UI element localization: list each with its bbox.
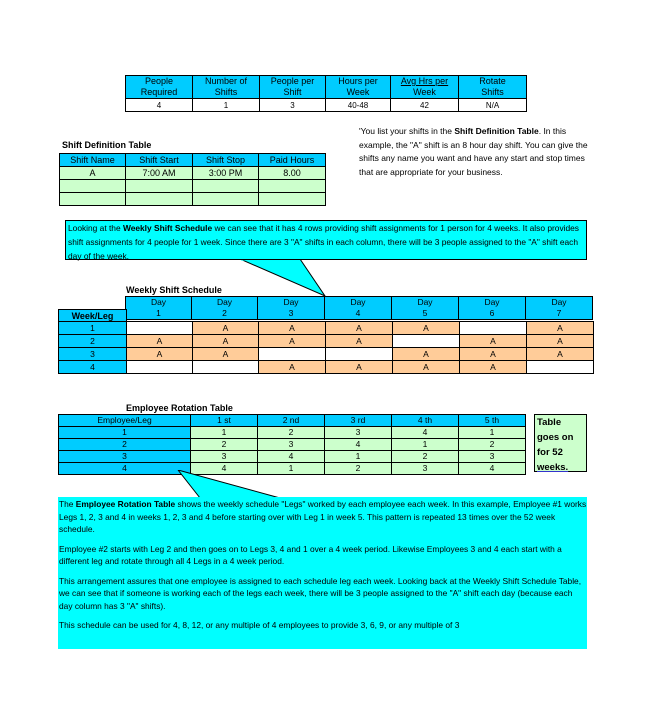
summary-value-row [126, 99, 527, 112]
shift-cell[interactable]: A [393, 361, 460, 374]
day-header: Day 7 [526, 297, 593, 320]
rotation-cell[interactable]: 3 [459, 451, 526, 463]
shift-def-header-cell: Paid Hours [259, 154, 326, 167]
callout-bold: Weekly Shift Schedule [122, 223, 213, 233]
rotation-cell[interactable]: 2 [191, 439, 258, 451]
shift-definition-title: Shift Definition Table [62, 140, 152, 150]
rotation-header-cell: 3 rd [325, 415, 392, 427]
rotation-cell[interactable]: 1 [258, 463, 325, 475]
summary-value-cell[interactable]: 4 [126, 99, 193, 112]
shift-def-cell[interactable] [259, 193, 326, 206]
shift-cell[interactable]: A [393, 348, 460, 361]
summary-header-cell: Hours per Week [326, 76, 391, 99]
rotation-header-cell: 1 st [191, 415, 258, 427]
rotation-body [59, 427, 526, 475]
day-header: Day 3 [258, 297, 325, 320]
weekly-row [59, 322, 594, 335]
shift-cell[interactable]: A [326, 322, 393, 335]
rotation-cell[interactable]: 3 [392, 463, 459, 475]
shift-def-cell[interactable]: 7:00 AM [126, 167, 193, 180]
rotation-cell[interactable]: 4 [325, 439, 392, 451]
leg-cell: 2 [59, 335, 127, 348]
employee-cell: 3 [59, 451, 191, 463]
callout-pointer [240, 259, 330, 299]
day-header: Day 5 [392, 297, 459, 320]
rotation-note [534, 414, 587, 472]
shift-def-header-row [60, 154, 326, 167]
weekly-row [59, 335, 594, 348]
shift-def-row [60, 167, 326, 180]
day-header: Day 2 [192, 297, 258, 320]
shift-cell[interactable]: A [259, 361, 326, 374]
rotation-row [59, 427, 526, 439]
rotation-cell[interactable]: 3 [325, 427, 392, 439]
rotation-cell[interactable]: 1 [459, 427, 526, 439]
callout-paragraph: This schedule can be used for 4, 8, 12, or any multiple of 4 employees to provide 3, 6, 9, or any multiple of 3 [59, 620, 460, 630]
shift-cell[interactable]: A [259, 322, 326, 335]
rotation-cell[interactable]: 2 [258, 427, 325, 439]
shift-def-cell[interactable] [126, 180, 193, 193]
shift-definition-table [59, 153, 326, 206]
shift-cell[interactable] [460, 322, 527, 335]
day-header: Day 1 [126, 297, 192, 320]
rotation-callout [58, 497, 587, 649]
shift-cell[interactable] [527, 361, 594, 374]
callout-pointer [170, 470, 290, 500]
shift-cell[interactable]: A [259, 335, 326, 348]
shift-cell[interactable] [326, 348, 393, 361]
rotation-row [59, 463, 526, 475]
shift-def-cell[interactable]: 3:00 PM [193, 167, 259, 180]
day-header: Day 6 [459, 297, 526, 320]
rotation-row [59, 451, 526, 463]
shift-def-cell[interactable] [60, 180, 126, 193]
callout-paragraph: The Employee Rotation Table shows the weekly schedule "Legs" worked by each employee each week. In this example, Employee #1 works Legs 1, 2, 3 and 4 in weeks 1, 2, 3 and 4 before starting over with Leg 1 in week 5. This pattern is repeated 13 times over the 52 week schedule. [59, 499, 587, 534]
shift-cell[interactable]: A [193, 322, 259, 335]
note-line: Table [537, 417, 562, 428]
shift-def-cell[interactable]: A [60, 167, 126, 180]
leg-cell: 3 [59, 348, 127, 361]
weekly-row [59, 348, 594, 361]
shift-cell[interactable]: A [127, 348, 193, 361]
leg-cell: 4 [59, 361, 127, 374]
shift-cell[interactable] [393, 335, 460, 348]
callout-text: we can see that it has 4 rows providing shift assignments for 1 person for 4 weeks. It also provides shift assignments for 4 people for 1 week. Since there are 3 "A" shifts in each column, there will be 3 people assigned to the "A" shift each day of the week. [68, 223, 579, 261]
week-leg-header: Week/Leg [59, 310, 127, 323]
callout-text: Looking at the [68, 223, 123, 233]
rotation-cell[interactable]: 4 [392, 427, 459, 439]
shift-cell[interactable] [127, 361, 193, 374]
shift-definition-notes: 'You list your shifts in the Shift Definition Table. In this example, the "A" shift is an 8 hour day shift. You can give the shifts any name you want and have any start and stop times that are appropriate for your business. [359, 126, 588, 177]
callout-paragraph: This arrangement assures that one employee is assigned to each schedule leg each week. Looking back at the Weekly Shift Schedule Table, we can see that if someone is working each of the legs each week, there will be 3 people assigned to the "A" shift each day (because each day column has 3 "A" shifts). [59, 575, 582, 611]
employee-rotation-table [58, 414, 526, 475]
shift-cell[interactable]: A [460, 361, 527, 374]
rotation-cell[interactable]: 3 [258, 439, 325, 451]
summary-header-cell: People per Shift [260, 76, 326, 99]
summary-value-cell[interactable]: N/A [459, 99, 527, 112]
shift-cell[interactable]: A [193, 335, 259, 348]
shift-cell[interactable] [127, 322, 193, 335]
shift-cell[interactable] [259, 348, 326, 361]
summary-value-cell[interactable]: 42 [391, 99, 459, 112]
shift-def-header-cell: Shift Start [126, 154, 193, 167]
rotation-cell[interactable]: 3 [191, 451, 258, 463]
shift-def-empty-row [60, 193, 326, 206]
rotation-cell[interactable]: 2 [392, 451, 459, 463]
rotation-header-cell: 4 th [392, 415, 459, 427]
notes-text: You list your shifts in the [360, 126, 455, 136]
shift-def-cell[interactable] [60, 193, 126, 206]
rotation-cell[interactable]: 1 [392, 439, 459, 451]
shift-cell[interactable]: A [527, 322, 594, 335]
note-line: for 52 [537, 447, 563, 458]
summary-value-cell[interactable]: 1 [193, 99, 260, 112]
shift-def-header-cell: Shift Stop [193, 154, 259, 167]
summary-header-cell: Rotate Shifts [459, 76, 527, 99]
rotation-cell[interactable]: 4 [191, 463, 258, 475]
summary-header-cell: Number of Shifts [193, 76, 260, 99]
rotation-table-title: Employee Rotation Table [126, 403, 233, 413]
note-line: goes on [537, 432, 574, 443]
rotation-cell[interactable]: 1 [325, 451, 392, 463]
shift-cell[interactable]: A [527, 335, 594, 348]
weekly-grid [58, 321, 594, 374]
day-header: Day 4 [325, 297, 392, 320]
summary-value-cell[interactable]: 3 [260, 99, 326, 112]
employee-cell: 1 [59, 427, 191, 439]
shift-cell[interactable]: A [460, 348, 527, 361]
shift-cell[interactable]: A [460, 335, 527, 348]
shift-cell[interactable]: A [326, 335, 393, 348]
shift-cell[interactable]: A [127, 335, 193, 348]
summary-header-cell: Avg Hrs per Week [391, 76, 459, 99]
weekly-row [59, 361, 594, 374]
rotation-cell[interactable]: 2 [325, 463, 392, 475]
rotation-cell[interactable]: 1 [191, 427, 258, 439]
rotation-cell[interactable]: 4 [258, 451, 325, 463]
callout-paragraph: Employee #2 starts with Leg 2 and then goes on to Legs 3, 4 and 1 over a 4 week period. Likewise Employees 3 and 4 each start with a different leg and rotate through all 4 Legs in a 4 week period. [59, 543, 562, 566]
shift-def-cell[interactable] [193, 180, 259, 193]
summary-header-row [126, 76, 527, 99]
note-line: weeks. [537, 462, 569, 473]
rotation-cell[interactable]: 2 [459, 439, 526, 451]
shift-cell[interactable]: A [193, 348, 259, 361]
shift-cell[interactable] [193, 361, 259, 374]
employee-cell: 4 [59, 463, 191, 475]
weekly-schedule-callout [65, 220, 587, 260]
summary-value-cell[interactable]: 40-48 [326, 99, 391, 112]
shift-def-cell[interactable] [259, 180, 326, 193]
notes-text: . In this example, the "A" shift is an 8 hour day shift. You can give the shifts any name you want and have any start and stop times that are appropriate for your business. [359, 126, 588, 177]
rotation-header-cell: 2 nd [258, 415, 325, 427]
rotation-header-row [59, 415, 526, 427]
leg-cell: 1 [59, 322, 127, 335]
summary-header-cell: People Required [126, 76, 193, 99]
employee-cell: 2 [59, 439, 191, 451]
weekly-schedule-title: Weekly Shift Schedule [126, 285, 222, 295]
rotation-header-cell: Employee/Leg [59, 415, 191, 427]
shift-cell[interactable]: A [393, 322, 460, 335]
shift-def-empty-row [60, 180, 326, 193]
shift-def-cell[interactable] [126, 193, 193, 206]
rotation-header-cell: 5 th [459, 415, 526, 427]
shift-cell[interactable]: A [326, 361, 393, 374]
summary-table [125, 75, 527, 112]
rotation-row [59, 439, 526, 451]
shift-cell[interactable]: A [527, 348, 594, 361]
shift-def-header-cell: Shift Name [60, 154, 126, 167]
shift-def-cell[interactable]: 8.00 [259, 167, 326, 180]
notes-bold: Shift Definition Table [454, 126, 539, 136]
shift-def-cell[interactable] [193, 193, 259, 206]
rotation-cell[interactable]: 4 [459, 463, 526, 475]
